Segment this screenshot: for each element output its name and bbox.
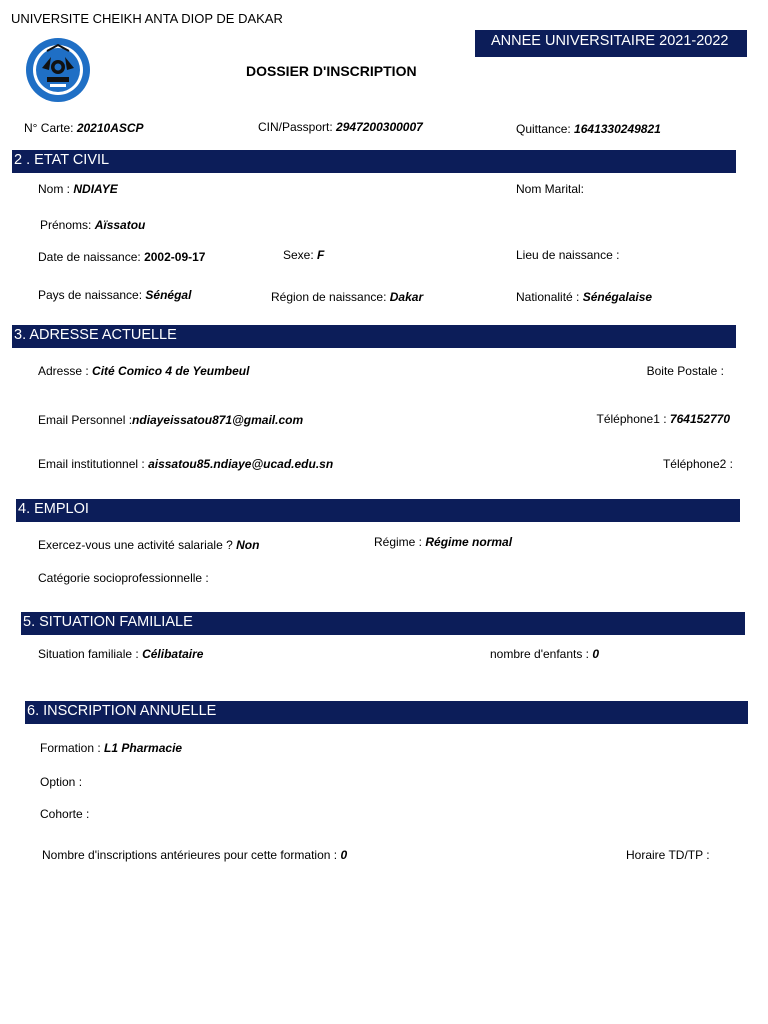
nb-inscriptions-label: Nombre d'inscriptions antérieures pour cette formation : xyxy=(42,848,338,862)
nb-inscriptions-field xyxy=(42,848,347,862)
sexe-field xyxy=(283,248,324,262)
adresse-field xyxy=(38,364,249,378)
region-value: Dakar xyxy=(389,290,424,304)
horaire-label: Horaire TD/TP : xyxy=(626,848,710,862)
email-inst-field xyxy=(38,457,333,471)
nationalite-field xyxy=(516,290,652,304)
document-title: DOSSIER D'INSCRIPTION xyxy=(246,63,417,79)
dob-label: Date de naissance: xyxy=(38,250,141,264)
activite-label: Exercez-vous une activité salariale ? xyxy=(38,538,233,552)
university-name: UNIVERSITE CHEIKH ANTA DIOP DE DAKAR xyxy=(11,11,283,26)
situation-label: Situation familiale : xyxy=(38,647,139,661)
regime-label: Régime : xyxy=(374,535,423,549)
enfants-value: 0 xyxy=(592,647,600,661)
receipt-label: Quittance: xyxy=(516,122,571,136)
option-label: Option : xyxy=(40,775,83,789)
enfants-field xyxy=(490,647,599,661)
section-inscription-header xyxy=(25,701,748,724)
region-field xyxy=(271,290,423,304)
section-adresse-header xyxy=(12,325,736,348)
categorie-label: Catégorie socioprofessionnelle : xyxy=(38,571,209,585)
sexe-label: Sexe: xyxy=(283,248,314,262)
regime-field xyxy=(374,535,512,549)
bp-label: Boite Postale : xyxy=(646,364,724,378)
email-perso-label: Email Personnel : xyxy=(38,413,133,427)
nom-marital-field xyxy=(516,182,584,196)
tel1-field xyxy=(597,412,730,426)
categorie-field xyxy=(38,571,209,585)
formation-field xyxy=(40,741,182,755)
academic-year-text: ANNEE UNIVERSITAIRE 2021-2022 xyxy=(491,33,729,49)
section-inscription-title: 6. INSCRIPTION ANNUELLE xyxy=(27,703,217,719)
lieu-field xyxy=(516,248,619,262)
section-famille-title: 5. SITUATION FAMILIALE xyxy=(23,614,193,630)
email-perso-value: ndiayeissatou871@gmail.com xyxy=(132,413,304,427)
regime-value: Régime normal xyxy=(425,535,513,549)
lieu-label: Lieu de naissance : xyxy=(516,248,620,262)
section-emploi-header xyxy=(16,499,740,522)
pays-value: Sénégal xyxy=(145,288,192,302)
receipt-field xyxy=(516,122,661,136)
email-inst-value: aissatou85.ndiaye@ucad.edu.sn xyxy=(148,457,334,471)
nom-marital-label: Nom Marital: xyxy=(516,182,585,196)
cin-value: 2947200300007 xyxy=(336,120,423,134)
horaire-field xyxy=(626,848,710,862)
email-perso-field xyxy=(38,413,303,427)
dob-value: 2002-09-17 xyxy=(144,250,206,264)
receipt-value: 1641330249821 xyxy=(574,122,661,136)
adresse-value: Cité Comico 4 de Yeumbeul xyxy=(92,364,250,378)
tel2-field xyxy=(663,457,733,471)
section-adresse-title: 3. ADRESSE ACTUELLE xyxy=(14,327,177,343)
tel1-label: Téléphone1 : xyxy=(596,412,667,426)
cin-field xyxy=(258,120,423,134)
nationalite-value: Sénégalaise xyxy=(582,290,653,304)
academic-year-banner xyxy=(475,30,747,57)
email-inst-label: Email institutionnel : xyxy=(38,457,145,471)
adresse-label: Adresse : xyxy=(38,364,89,378)
nom-label: Nom : xyxy=(38,182,71,196)
nationalite-label: Nationalité : xyxy=(516,290,580,304)
sexe-value: F xyxy=(317,248,325,262)
section-etat-civil-header xyxy=(12,150,736,173)
enfants-label: nombre d'enfants : xyxy=(490,647,590,661)
activite-field xyxy=(38,538,259,552)
formation-label: Formation : xyxy=(40,741,101,755)
bp-field xyxy=(647,364,724,378)
section-famille-header xyxy=(21,612,745,635)
dob-field xyxy=(38,250,205,264)
card-value: 20210ASCP xyxy=(76,121,144,135)
activite-value: Non xyxy=(236,538,260,552)
situation-field xyxy=(38,647,203,661)
section-etat-civil-title: 2 . ETAT CIVIL xyxy=(14,152,110,168)
prenoms-label: Prénoms: xyxy=(40,218,92,232)
section-emploi-title: 4. EMPLOI xyxy=(18,501,89,517)
nom-field xyxy=(38,182,118,196)
tel2-label: Téléphone2 : xyxy=(662,457,733,471)
pays-label: Pays de naissance: xyxy=(38,288,143,302)
tel1-value: 764152770 xyxy=(669,412,730,426)
cohorte-field xyxy=(40,807,89,821)
nom-value: NDIAYE xyxy=(73,182,118,196)
university-seal-icon xyxy=(25,37,91,103)
nb-inscriptions-value: 0 xyxy=(340,848,348,862)
prenoms-field xyxy=(40,218,145,232)
cohorte-label: Cohorte : xyxy=(40,807,90,821)
formation-value: L1 Pharmacie xyxy=(104,741,183,755)
situation-value: Célibataire xyxy=(142,647,204,661)
pays-field xyxy=(38,288,191,302)
cin-label: CIN/Passport: xyxy=(258,120,333,134)
region-label: Région de naissance: xyxy=(271,290,387,304)
option-field xyxy=(40,775,82,789)
card-label: N° Carte: xyxy=(24,121,74,135)
prenoms-value: Aïssatou xyxy=(94,218,146,232)
card-field xyxy=(24,121,144,135)
